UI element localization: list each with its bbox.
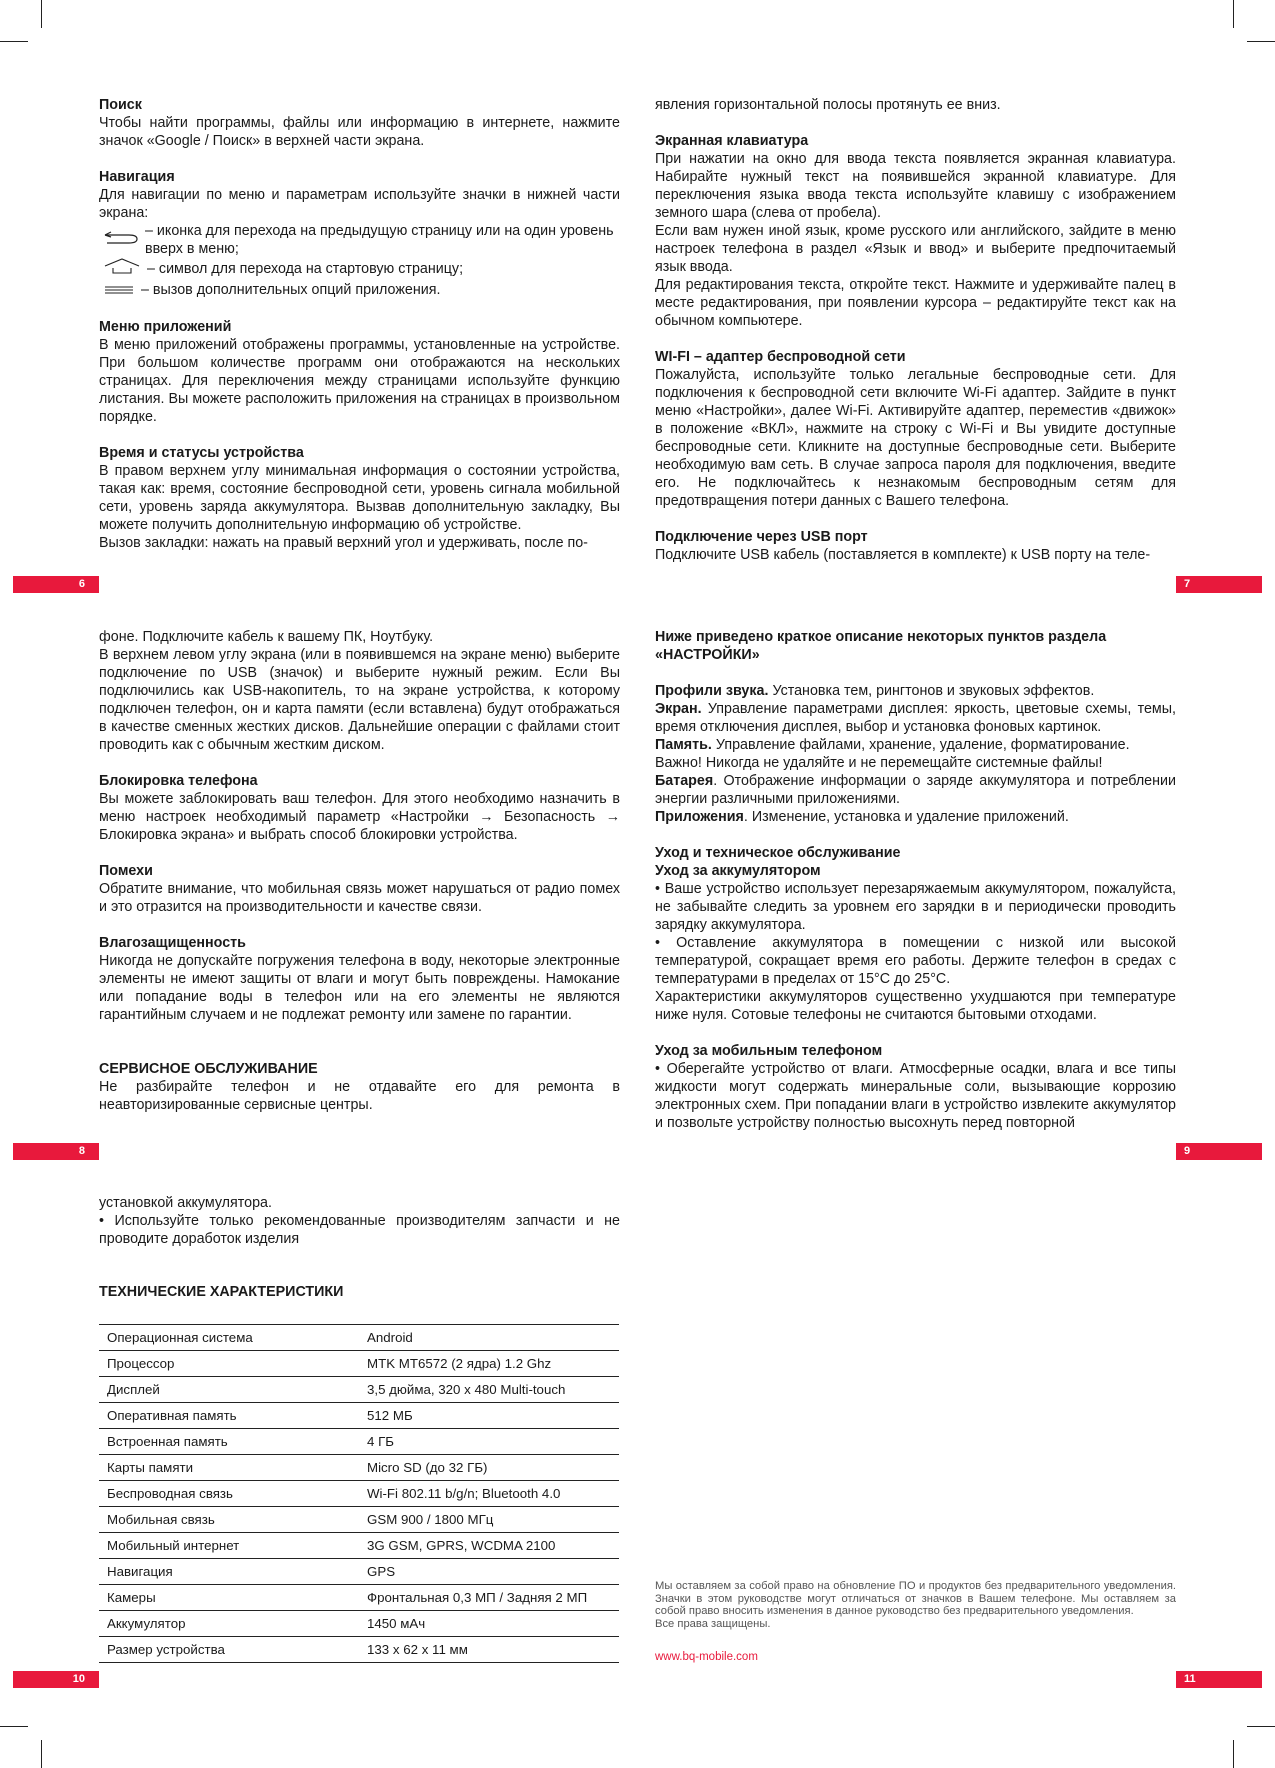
- spec-label: Беспроводная связь: [99, 1481, 367, 1507]
- paragraph: [99, 1078, 620, 1114]
- section-heading: Навигация: [99, 169, 175, 185]
- specs-table: [99, 1324, 619, 1663]
- back-icon: [99, 231, 145, 250]
- spec-label: Дисплей: [99, 1377, 367, 1403]
- paragraph-text: явления горизонтальной полосы протянуть ее вниз.: [655, 97, 1001, 113]
- paragraph-text: • Ваше устройство использует перезаряжаемым аккумулятором, пожалуйста, не забывайте следить за уровнем его зарядки в и периодически проводить зарядку аккумулятора.: [655, 881, 1176, 933]
- spec-row: [99, 1403, 619, 1429]
- paragraph-text: – вызов дополнительных опций приложения.: [141, 281, 441, 298]
- paragraph: [655, 222, 1176, 276]
- crop-mark: [1233, 1740, 1234, 1768]
- paragraph: [99, 880, 620, 916]
- section-heading: Уход и техническое обслуживание: [655, 845, 901, 861]
- crop-mark: [1247, 41, 1275, 42]
- spec-value: Фронтальная 0,3 МП / Задняя 2 МП: [367, 1585, 619, 1611]
- crop-mark: [41, 0, 42, 28]
- paragraph: [99, 336, 620, 426]
- spec-row: [99, 1377, 619, 1403]
- paragraph-text: установкой аккумулятора.: [99, 1195, 272, 1211]
- paragraph-text: При нажатии на окно для ввода текста появляется экранная клавиатура. Набирайте нужный текст на появившейся экранной клавиатуре. Для переключения языка ввода текста используйте клавишу с изображением земного шара (слева от пробела).: [655, 151, 1176, 221]
- paragraph: [655, 808, 1176, 826]
- paragraph-text: • Используйте только рекомендованные производителям запчасти и не проводите доработок изделия: [99, 1213, 620, 1247]
- crop-mark: [41, 1740, 42, 1768]
- paragraph-text: Вы можете заблокировать ваш телефон. Для этого необходимо назначить в меню настроек необходимый параметр «Настройки → Безопасность → Блокировка экрана» и выбрать способ блокировки устройства.: [99, 791, 620, 843]
- page-number-11: 11: [1176, 1671, 1262, 1688]
- spec-value: 3G GSM, GPRS, WCDMA 2100: [367, 1533, 619, 1559]
- paragraph: [655, 682, 1176, 700]
- website-link[interactable]: www.bq-mobile.com: [655, 1651, 758, 1663]
- paragraph-text: Управление параметрами дисплея: яркость, цветовые схемы, темы, время отключения дисплея, выбор и установка фоновых картинок.: [655, 701, 1176, 735]
- spec-row: [99, 1481, 619, 1507]
- spec-row: [99, 1507, 619, 1533]
- nav-icon-description: [99, 279, 620, 300]
- spec-row: [99, 1585, 619, 1611]
- disclaimer: [655, 1580, 1176, 1630]
- paragraph-text: фоне. Подключите кабель к вашему ПК, Ноутбуку.: [99, 629, 434, 645]
- page-number-7: 7: [1176, 576, 1262, 593]
- spec-label: Навигация: [99, 1559, 367, 1585]
- crop-mark: [0, 41, 28, 42]
- paragraph: [99, 1194, 620, 1212]
- section-heading: СЕРВИСНОЕ ОБСЛУЖИВАНИЕ: [99, 1061, 318, 1077]
- spec-value: GPS: [367, 1559, 619, 1585]
- paragraph: [99, 114, 620, 150]
- paragraph: [99, 186, 620, 222]
- spec-value: 4 ГБ: [367, 1429, 619, 1455]
- crop-mark: [0, 1726, 28, 1727]
- section-heading: Ниже приведено краткое описание некоторых пунктов раздела «НАСТРОЙКИ»: [655, 629, 1107, 663]
- paragraph: [99, 790, 620, 844]
- paragraph-text: Чтобы найти программы, файлы или информацию в интернете, нажмите значок «Google / Поиск» в верхней части экрана.: [99, 115, 620, 149]
- page-7-content: [655, 96, 1176, 564]
- section-heading: Время и статусы устройства: [99, 445, 304, 461]
- spec-label: Встроенная память: [99, 1429, 367, 1455]
- spec-row: [99, 1611, 619, 1637]
- section-heading: Блокировка телефона: [99, 773, 258, 789]
- spec-label: Камеры: [99, 1585, 367, 1611]
- section-heading: Меню приложений: [99, 319, 232, 335]
- page-10-content: [99, 1194, 620, 1248]
- spec-value: Micro SD (до 32 ГБ): [367, 1455, 619, 1481]
- paragraph-text: В правом верхнем углу минимальная информация о состоянии устройства, такая как: время, состояние беспроводной сети, уровень сигнала мобильной сети, уровень заряда аккумулятора. Вызвав дополнительную закладку, Вы можете получить дополнительную информацию об устройстве.: [99, 463, 620, 533]
- paragraph-text: • Оставление аккумулятора в помещении с низкой или высокой температурой, сокращает время его работы. Держите телефон в средах с температурами в пределах от 15°C до 25°C.: [655, 935, 1176, 987]
- spec-value: Wi-Fi 802.11 b/g/n; Bluetooth 4.0: [367, 1481, 619, 1507]
- paragraph: [655, 546, 1176, 564]
- paragraph-text: Обратите внимание, что мобильная связь может нарушаться от радио помех и это отразится на производительности и качестве связи.: [99, 881, 620, 915]
- term: Память.: [655, 737, 712, 753]
- page-8-content: [99, 628, 620, 1114]
- paragraph-text: Если вам нужен иной язык, кроме русского или английского, зайдите в меню настроек телефона в раздел «Язык и ввод» и выберите предпочитаемый язык ввода.: [655, 223, 1176, 275]
- spec-label: Мобильный интернет: [99, 1533, 367, 1559]
- paragraph: [655, 988, 1176, 1024]
- spec-value: GSM 900 / 1800 МГц: [367, 1507, 619, 1533]
- paragraph: [99, 1212, 620, 1248]
- paragraph: [655, 934, 1176, 988]
- term: Батарея: [655, 773, 714, 789]
- paragraph-text: • Оберегайте устройство от влаги. Атмосферные осадки, влага и все типы жидкости могут содержать минеральные соли, вызывающие коррозию электронных схем. При попадании влаги в устройство извлеките аккумулятор и позвольте устройству полностью высохнуть перед повторной: [655, 1061, 1176, 1131]
- specs-title: ТЕХНИЧЕСКИЕ ХАРАКТЕРИСТИКИ: [99, 1284, 344, 1300]
- section-heading: WI-FI – адаптер беспроводной сети: [655, 349, 906, 365]
- spec-value: 512 МБ: [367, 1403, 619, 1429]
- paragraph-text: Подключите USB кабель (поставляется в комплекте) к USB порту на теле-: [655, 547, 1151, 563]
- spec-label: Карты памяти: [99, 1455, 367, 1481]
- disclaimer-text: Мы оставляем за собой право на обновление ПО и продуктов без предварительного уведомления. Значки в этом руководстве могут отличаться от значков в Вашем телефоне. Мы оставляем за собой право вносить изменения в данное руководство без предварительного уведомления.: [655, 1580, 1176, 1617]
- spec-label: Мобильная связь: [99, 1507, 367, 1533]
- paragraph: [655, 772, 1176, 808]
- paragraph-text: Вызов закладки: нажать на правый верхний угол и удерживать, после по-: [99, 535, 588, 551]
- paragraph-text: Не разбирайте телефон и не отдавайте его для ремонта в неавторизированные сервисные центры.: [99, 1079, 620, 1113]
- spacer: [655, 664, 1176, 682]
- spec-label: Аккумулятор: [99, 1611, 367, 1637]
- term: Приложения: [655, 809, 744, 825]
- spec-value: MTK MT6572 (2 ядра) 1.2 Ghz: [367, 1351, 619, 1377]
- paragraph-text: В меню приложений отображены программы, установленные на устройстве. При большом количестве программ они отображаются на нескольких страницах. Для переключения между страницами используйте функцию листания. Вы можете расположить приложения на страницах в произвольном порядке.: [99, 337, 620, 425]
- paragraph: [99, 628, 620, 646]
- paragraph-text: Характеристики аккумуляторов существенно ухудшаются при температуре ниже нуля. Сотовые телефоны не считаются бытовыми отходами.: [655, 989, 1176, 1023]
- spec-row: [99, 1533, 619, 1559]
- spec-label: Оперативная память: [99, 1403, 367, 1429]
- spec-row: [99, 1637, 619, 1663]
- paragraph-text: . Отображение информации о заряде аккумулятора и потреблении энергии различными приложениями.: [655, 773, 1176, 807]
- paragraph: [655, 736, 1176, 754]
- section-heading: Экранная клавиатура: [655, 133, 809, 149]
- spec-row: [99, 1455, 619, 1481]
- rights-text: Все права защищены.: [655, 1617, 771, 1630]
- spacer: [99, 1024, 620, 1042]
- paragraph: [99, 462, 620, 534]
- paragraph: [99, 646, 620, 754]
- section-heading: Подключение через USB порт: [655, 529, 868, 545]
- paragraph: [655, 1060, 1176, 1132]
- page-number-10: 10: [13, 1671, 99, 1688]
- spec-row: [99, 1351, 619, 1377]
- section-heading: Помехи: [99, 863, 153, 879]
- paragraph: [99, 534, 620, 552]
- paragraph: [655, 754, 1176, 772]
- nav-icon-description: [99, 258, 620, 279]
- paragraph: [655, 96, 1176, 114]
- section-heading: Уход за аккумулятором: [655, 863, 821, 879]
- spec-label: Процессор: [99, 1351, 367, 1377]
- paragraph-text: Для редактирования текста, откройте текст. Нажмите и удерживайте палец в месте редактирования, при появлении курсора – редактируйте текст как на обычном компьютере.: [655, 277, 1176, 329]
- paragraph: [655, 366, 1176, 510]
- home-icon: [99, 258, 147, 279]
- page-6-content: [99, 96, 620, 552]
- menu-icon: [99, 279, 141, 300]
- paragraph: [655, 880, 1176, 934]
- spec-value: 1450 мАч: [367, 1611, 619, 1637]
- paragraph-text: Для навигации по меню и параметрам используйте значки в нижней части экрана:: [99, 187, 620, 221]
- section-heading: Уход за мобильным телефоном: [655, 1043, 883, 1059]
- paragraph: [99, 952, 620, 1024]
- spec-row: [99, 1325, 619, 1351]
- paragraph-text: Важно! Никогда не удаляйте и не перемещайте системные файлы!: [655, 755, 1103, 771]
- page-number-8: 8: [13, 1143, 99, 1160]
- paragraph: [655, 150, 1176, 222]
- page-number-9: 9: [1176, 1143, 1262, 1160]
- nav-icon-description: [99, 222, 620, 258]
- spec-value: 3,5 дюйма, 320 x 480 Multi-touch: [367, 1377, 619, 1403]
- paragraph-text: Установка тем, рингтонов и звуковых эффектов.: [768, 683, 1095, 699]
- spec-row: [99, 1559, 619, 1585]
- paragraph-text: Никогда не допускайте погружения телефона в воду, некоторые электронные элементы не имеют защиты от влаги и могут быть повреждены. Намокание или попадание воды в телефон или на его элементы не являются гарантийным случаем и не подлежат ремонту или замене по гарантии.: [99, 953, 620, 1023]
- spec-value: Android: [367, 1325, 619, 1351]
- paragraph: [655, 700, 1176, 736]
- paragraph: [655, 276, 1176, 330]
- crop-mark: [1233, 0, 1234, 28]
- spec-value: 133 x 62 x 11 мм: [367, 1637, 619, 1663]
- page-number-6: 6: [13, 576, 99, 593]
- paragraph-text: – иконка для перехода на предыдущую страницу или на один уровень вверх в меню;: [145, 223, 614, 257]
- page-9-content: [655, 628, 1176, 1132]
- section-heading: Поиск: [99, 97, 142, 113]
- paragraph-text: – символ для перехода на стартовую страницу;: [147, 260, 464, 277]
- spec-label: Размер устройства: [99, 1637, 367, 1663]
- section-heading: Влагозащищенность: [99, 935, 246, 951]
- paragraph-text: Пожалуйста, используйте только легальные беспроводные сети. Для подключения к беспроводной сети включите Wi-Fi адаптер. Зайдите в пункт меню «Настройки», далее Wi-Fi. Активируйте адаптер, переместив «движок» в положение «ВКЛ», нажмите на строку с Wi-Fi и Вы увидите доступные беспроводные сети. Кликните на доступные беспроводные сети. Выберите необходимую вам сеть. В случае запроса пароля для подключения, введите его. Не подключайтесь к незнакомым беспроводным сетям для предотвращения потери данных с Вашего телефона.: [655, 367, 1176, 509]
- paragraph-text: Управление файлами, хранение, удаление, форматирование.: [711, 737, 1130, 753]
- crop-mark: [1247, 1726, 1275, 1727]
- spec-row: [99, 1429, 619, 1455]
- term: Профили звука.: [655, 683, 769, 699]
- paragraph-text: . Изменение, установка и удаление приложений.: [743, 809, 1069, 825]
- term: Экран.: [655, 701, 702, 717]
- paragraph-text: В верхнем левом углу экрана (или в появившемся на экране меню) выберите подключение по USB (значок) и выберите нужный режим. Если Вы подключились как USB-накопитель, то на экране устройства, к которому подключен телефон, он и карта памяти (если вставлена) будут отображаться в качестве сменных жестких дисков. Дальнейшие операции с файлами стоит проводить как с обычным жестким диском.: [99, 647, 620, 753]
- spec-label: Операционная система: [99, 1325, 367, 1351]
